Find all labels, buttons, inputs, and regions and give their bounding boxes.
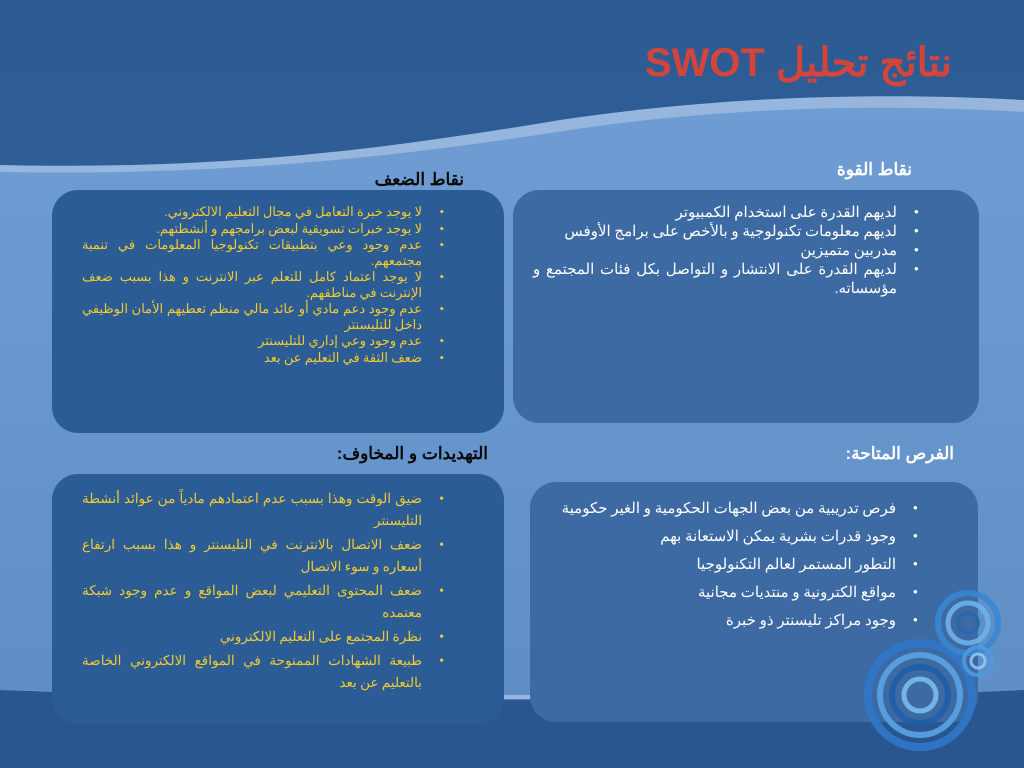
threats-list — [82, 488, 448, 694]
weaknesses-panel — [52, 190, 504, 433]
weakness-item: • ضعف الثقة في التعليم عن بعد — [82, 350, 448, 366]
opportunities-heading: الفرص المتاحة: — [845, 444, 954, 463]
threat-item: • نظرة المجتمع على التعليم الالكتروني — [82, 626, 448, 648]
strengths-heading: نقاط القوة — [836, 160, 912, 179]
weaknesses-list — [82, 204, 448, 365]
strengths-panel — [513, 190, 979, 423]
strengths-list — [533, 204, 923, 299]
weakness-item: • عدم وجود دعم مادي أو عائد مالي منظم تعطيهم الأمان الوظيفي داخل للتليسنتر — [82, 301, 448, 332]
opportunity-item: • فرص تدريبية من بعض الجهات الحكومية و الغير حكومية — [550, 498, 922, 520]
threats-panel — [52, 474, 504, 724]
threat-item: • طبيعة الشهادات الممنوحة في المواقع الالكتروني الخاصة بالتعليم عن بعد — [82, 650, 448, 694]
strength-item: • لديهم القدرة على استخدام الكمبيوتر — [533, 204, 923, 223]
decorative-rings-icon — [860, 575, 1010, 755]
weakness-item: • لا يوجد خبرة التعامل في مجال التعليم الالكتروني. — [82, 204, 448, 220]
weakness-item: • لا يوجد اعتماد كامل للتعلم عبر الانترنت و هذا بسبب ضعف الإنترنت في مناطقهم. — [82, 269, 448, 300]
weakness-item: • لا يوجد خبرات تسويقية لبعض برامجهم و أنشطتهم. — [82, 221, 448, 237]
strength-item: • لديهم القدرة على الانتشار و التواصل بكل فئات المجتمع و مؤسساته. — [533, 261, 923, 299]
opportunity-item: • وجود قدرات بشرية يمكن الاستعانة بهم — [550, 526, 922, 548]
strength-item: • لديهم معلومات تكنولوجية و بالأخص على برامج الأوفس — [533, 223, 923, 242]
weaknesses-heading: نقاط الضعف — [374, 170, 464, 189]
weakness-item: • عدم وجود وعي بتطبيقات تكنولوجيا المعلومات في تنمية مجتمعهم. — [82, 237, 448, 268]
threat-item: • ضيق الوقت وهذا بسبب عدم اعتمادهم مادياً من عوائد أنشطة التليسنتر — [82, 488, 448, 532]
threats-heading: التهديدات و المخاوف: — [336, 444, 488, 463]
opportunity-item: • مواقع الكترونية و منتديات مجانية — [550, 582, 922, 604]
weakness-item: • عدم وجود وعي إداري للتليسنتر — [82, 333, 448, 349]
slide-title: نتائج تحليل SWOT — [644, 41, 952, 85]
opportunity-item: • وجود مراكز تليسنتر ذو خبرة — [550, 610, 922, 632]
threat-item: • ضعف المحتوى التعليمي لبعض المواقع و عدم وجود شبكة معتمده — [82, 580, 448, 624]
threat-item: • ضعف الاتصال بالانترنت في التليسنتر و هذا بسبب ارتفاع أسعاره و سوء الاتصال — [82, 534, 448, 578]
opportunity-item: • التطور المستمر لعالم التكنولوجيا — [550, 554, 922, 576]
strength-item: • مدربين متميزين — [533, 242, 923, 261]
